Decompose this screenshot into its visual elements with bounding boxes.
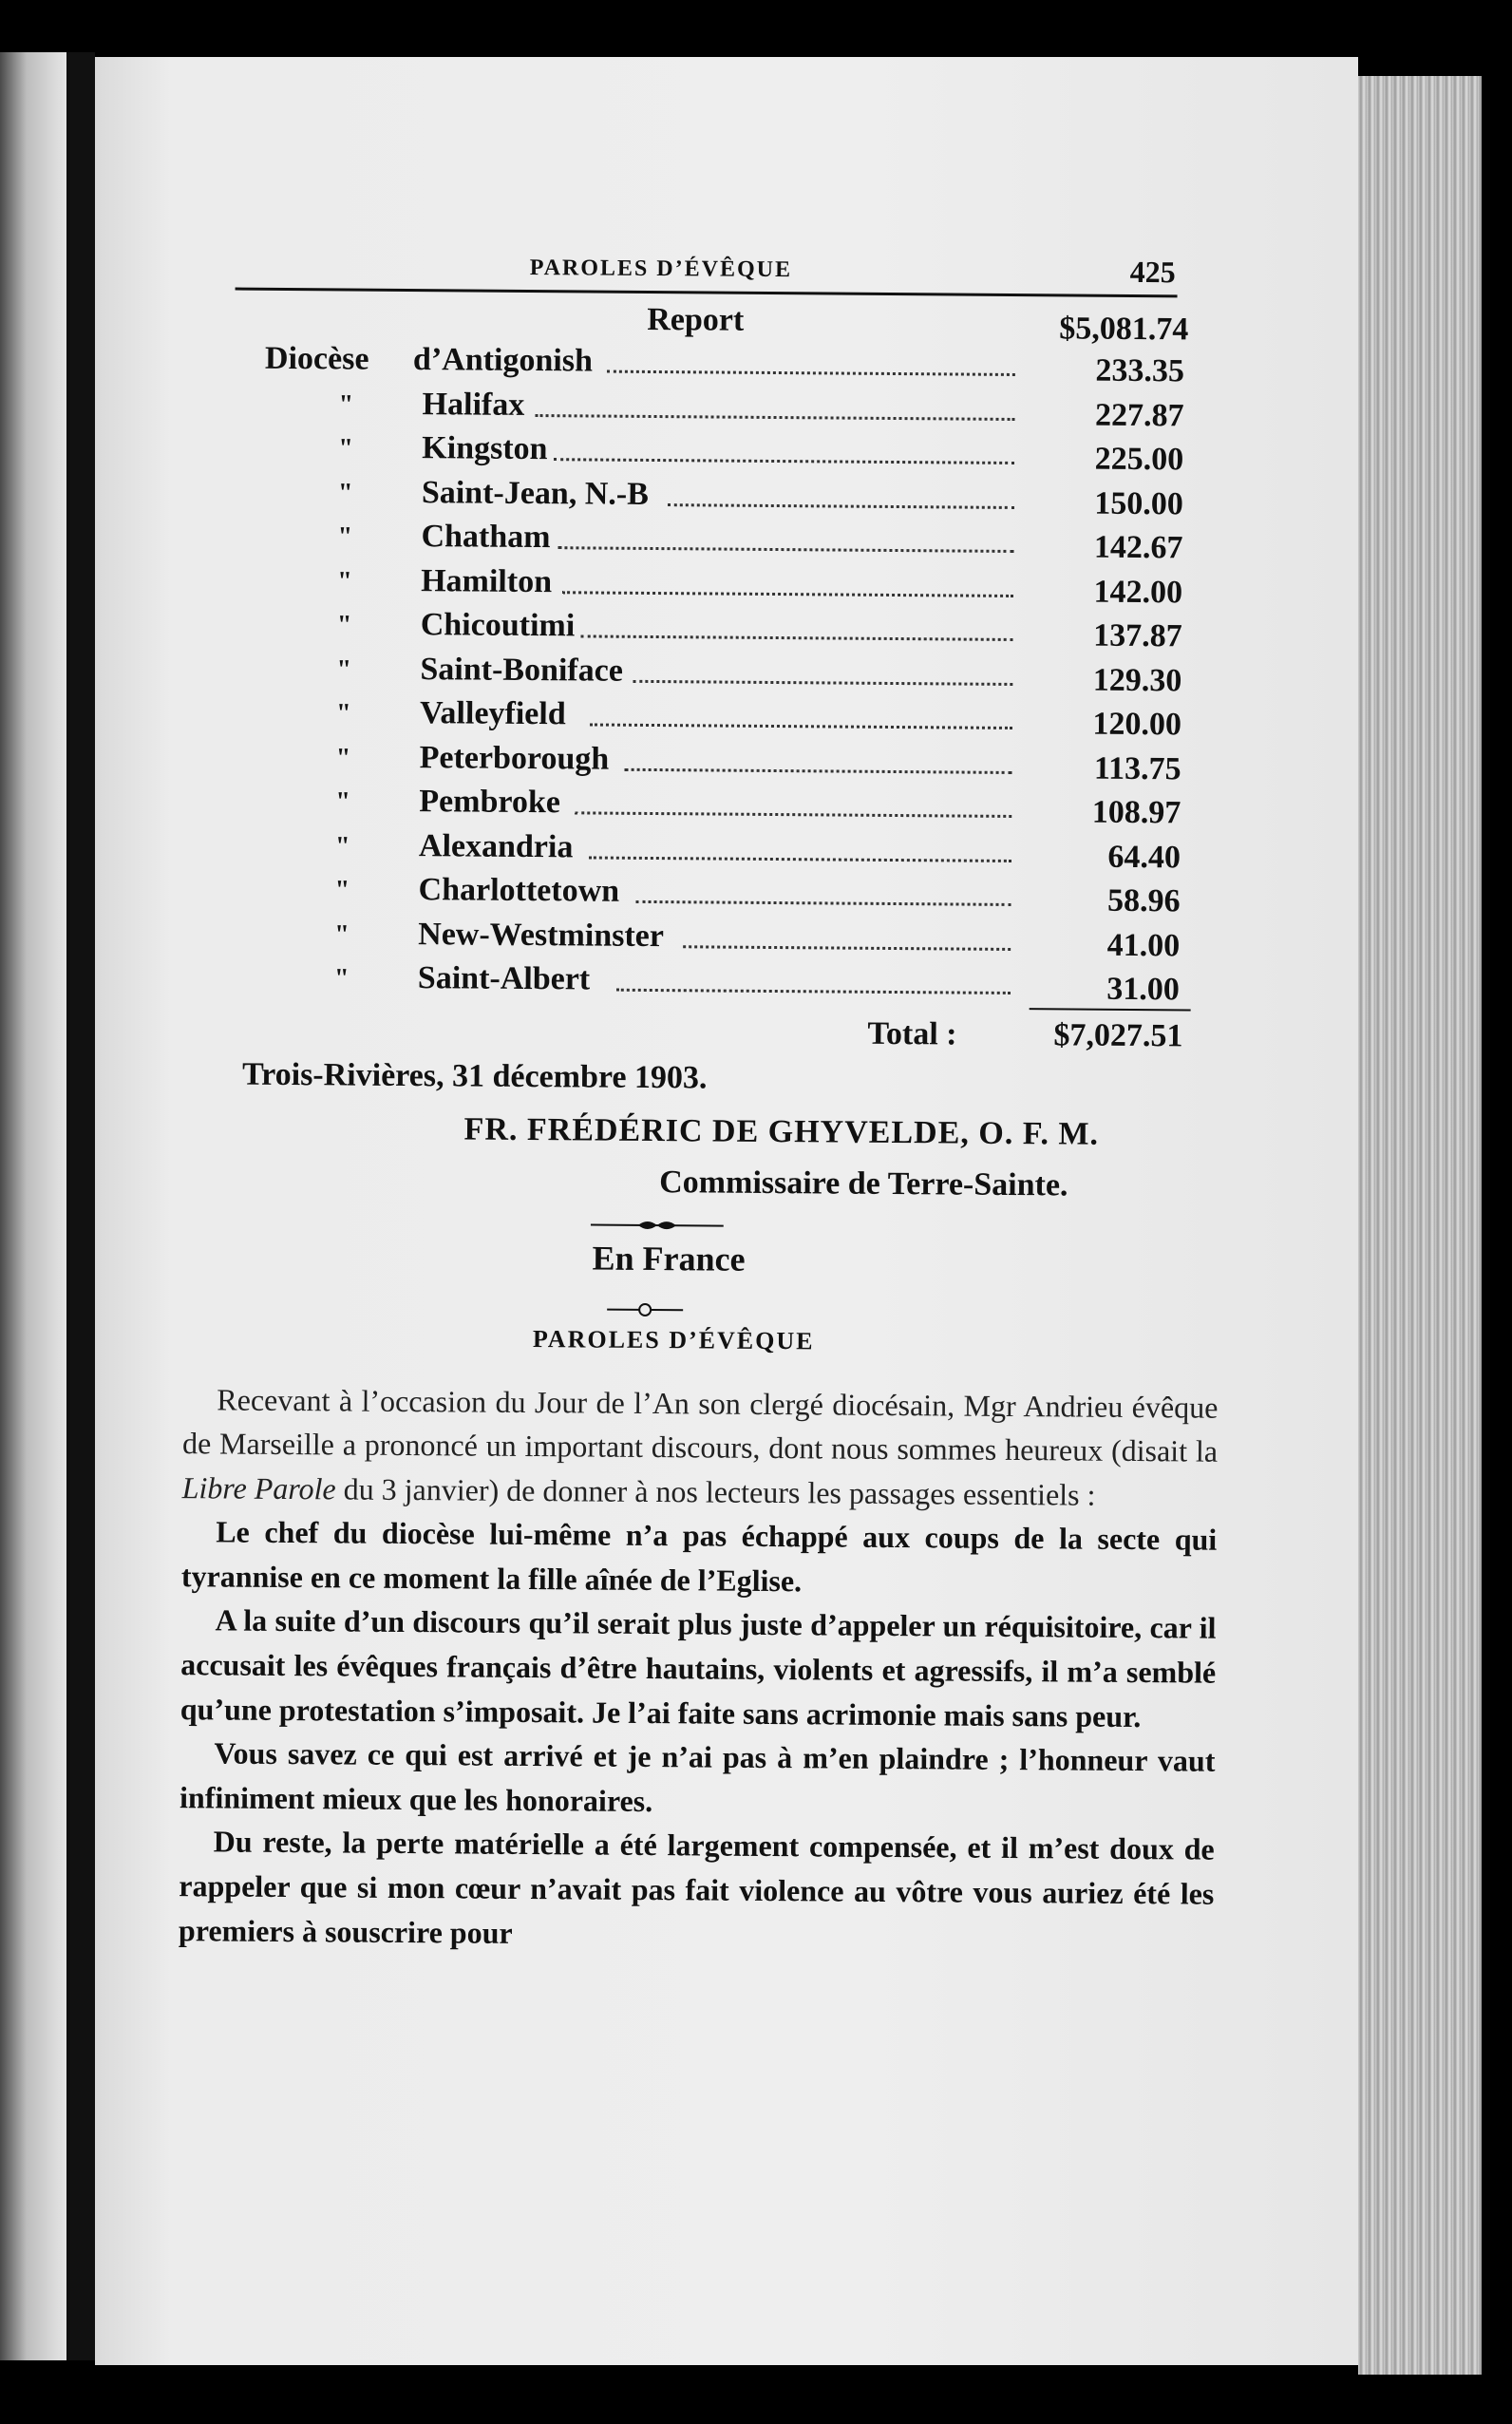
diocese-row [166, 782, 1181, 834]
book-gutter [66, 52, 95, 2360]
ditto-mark: " [337, 521, 353, 552]
ditto-mark: " [336, 653, 352, 685]
diocese-row [168, 560, 1183, 613]
leader-dots [590, 723, 1012, 729]
signatory-title: Commissaire de Terre-Sainte. [659, 1164, 1068, 1203]
diocese-amount: 227.87 [1094, 397, 1184, 433]
diocese-name: Valleyfield [419, 695, 566, 732]
diocese-name: Saint-Boniface [420, 651, 624, 689]
running-head: PAROLES D’ÉVÊQUE [529, 255, 793, 283]
diocese-row [166, 825, 1181, 878]
ditto-mark: " [336, 610, 352, 640]
page-stack-edge [1358, 76, 1482, 2375]
ditto-mark: " [333, 963, 350, 994]
article-body [158, 1376, 1219, 1960]
diocese-name: Saint-Albert [417, 960, 591, 997]
diocese-name: Alexandria [418, 827, 574, 864]
diocese-amount: 142.00 [1093, 574, 1183, 610]
paragraph: Du reste, la perte matérielle a été largement compensée, et il m’est doux de rappeler que si mon cœur n’avait pas fait violence au vôtre vous auriez été les premiers à souscrire pour [178, 1824, 1215, 1950]
diocese-row [170, 340, 1185, 392]
ditto-mark: " [335, 698, 351, 729]
leader-dots [589, 856, 1011, 862]
diocese-row [169, 384, 1184, 436]
total-rule [1030, 1008, 1191, 1011]
diocese-row [165, 870, 1181, 922]
paragraph [161, 1376, 1218, 1518]
leader-dots [668, 503, 1014, 509]
diocese-name: Saint-Jean, N.-B [421, 474, 650, 512]
paragraph-text: du 3 janvier) de donner à nos lecteurs les passages essentiels : [335, 1471, 1096, 1512]
diocese-name: Charlottetown [418, 872, 620, 909]
ditto-mark: " [338, 388, 354, 420]
section-title: En France [592, 1239, 746, 1278]
report-label: Report [647, 301, 745, 338]
leader-dots [536, 414, 1015, 421]
diocese-amount: 108.97 [1091, 794, 1181, 831]
diocese-prefix: Diocèse [264, 340, 369, 377]
diocese-amount: 233.35 [1095, 352, 1185, 389]
diocese-name: New-Westminster [418, 916, 665, 954]
leader-dots [575, 811, 1011, 818]
diocese-name: Kingston [422, 430, 548, 467]
page-content [158, 237, 1219, 1960]
diocese-row [168, 605, 1182, 657]
leader-dots [683, 945, 1011, 951]
diocese-name: Hamilton [421, 562, 553, 599]
diocese-name: Chicoutimi [420, 607, 576, 644]
report-amount: $5,081.74 [1059, 311, 1189, 348]
previous-page-edge [0, 52, 66, 2360]
paragraph: Vous savez ce qui est arrivé et je n’ai pas à m’en plaindre ; l’honneur vaut infiniment mieux que les honoraires. [179, 1735, 1216, 1818]
leader-dots [625, 767, 1012, 773]
leader-dots [636, 900, 1011, 906]
total-label: Total : [867, 1015, 957, 1052]
flourish-ornament [591, 1215, 724, 1235]
paragraph: Le chef du diocèse lui-même n’a pas échappé aux coups de la secte qui tyrannise en ce moment la fille aînée de l’Eglise. [180, 1514, 1218, 1599]
ditto-mark: " [338, 433, 353, 464]
diocese-row [166, 737, 1181, 789]
ditto-mark: " [337, 565, 352, 597]
paragraph-text: Recevant à l’occasion du Jour de l’An son clergé diocésain, Mgr Andrieu évêque de Marseille a prononcé un important discours, dont nous sommes heureux (disait la [181, 1381, 1219, 1468]
diocese-name: Pembroke [419, 784, 561, 821]
diocese-amount: 129.30 [1092, 662, 1182, 698]
diocese-amount: 113.75 [1093, 750, 1181, 786]
header-rule [236, 288, 1178, 298]
ditto-mark: " [334, 830, 350, 861]
diocese-name: Peterborough [419, 739, 610, 777]
diocese-row [168, 517, 1183, 569]
page-number: 425 [1129, 254, 1176, 290]
diocese-row [169, 428, 1184, 481]
diocese-amount: 120.00 [1092, 706, 1182, 743]
diocese-amount: 58.96 [1106, 882, 1181, 919]
section-subhead: PAROLES D’ÉVÊQUE [532, 1324, 815, 1354]
total-amount: $7,027.51 [1053, 1016, 1183, 1053]
diocese-row [165, 914, 1181, 966]
ditto-mark: " [337, 477, 353, 508]
diocese-amount: 64.40 [1107, 839, 1181, 875]
ornament-circle [638, 1302, 652, 1316]
diocese-name: d’Antigonish [412, 342, 594, 379]
leader-dots [616, 989, 1011, 994]
ditto-mark: " [334, 918, 350, 949]
leader-dots [633, 679, 1012, 685]
diocese-row [169, 472, 1183, 524]
diocese-name: Halifax [422, 386, 525, 423]
total-row [164, 1002, 1183, 1059]
place-date: Trois-Rivières, 31 décembre 1903. [241, 1056, 708, 1095]
leader-dots [562, 591, 1013, 597]
diocese-amount: 225.00 [1094, 441, 1184, 478]
ditto-mark: " [334, 875, 350, 905]
ditto-mark: " [335, 786, 351, 817]
italic-title: Libre Parole [181, 1469, 336, 1506]
paragraph: A la suite d’un discours qu’il serait plus juste d’appeler un réquisitoire, car il accusait les évêques français d’être hautains, violents et agressifs, il m’a semblé qu’une protestation s’imposait. Je l’ai faite sans acrimonie mais sans peur. [180, 1602, 1217, 1733]
leader-dots [558, 546, 1013, 553]
diocese-amount: 137.87 [1093, 617, 1182, 654]
leader-dots [607, 370, 1015, 376]
signature: FR. FRÉDÉRIC DE GHYVELDE, O. F. M. [463, 1110, 1100, 1152]
diocese-name: Chatham [421, 519, 551, 556]
diocese-amount: 150.00 [1094, 485, 1183, 521]
diocese-row [167, 649, 1182, 701]
diocese-list [165, 340, 1185, 1011]
diocese-row [167, 693, 1182, 746]
ditto-mark: " [335, 742, 351, 773]
leader-dots [581, 634, 1013, 641]
diocese-amount: 142.67 [1093, 529, 1183, 566]
diocese-amount: 31.00 [1106, 971, 1180, 1008]
diocese-row [165, 958, 1180, 1011]
page-header [171, 237, 1176, 293]
leader-dots [554, 458, 1014, 464]
diocese-amount: 41.00 [1106, 927, 1181, 963]
